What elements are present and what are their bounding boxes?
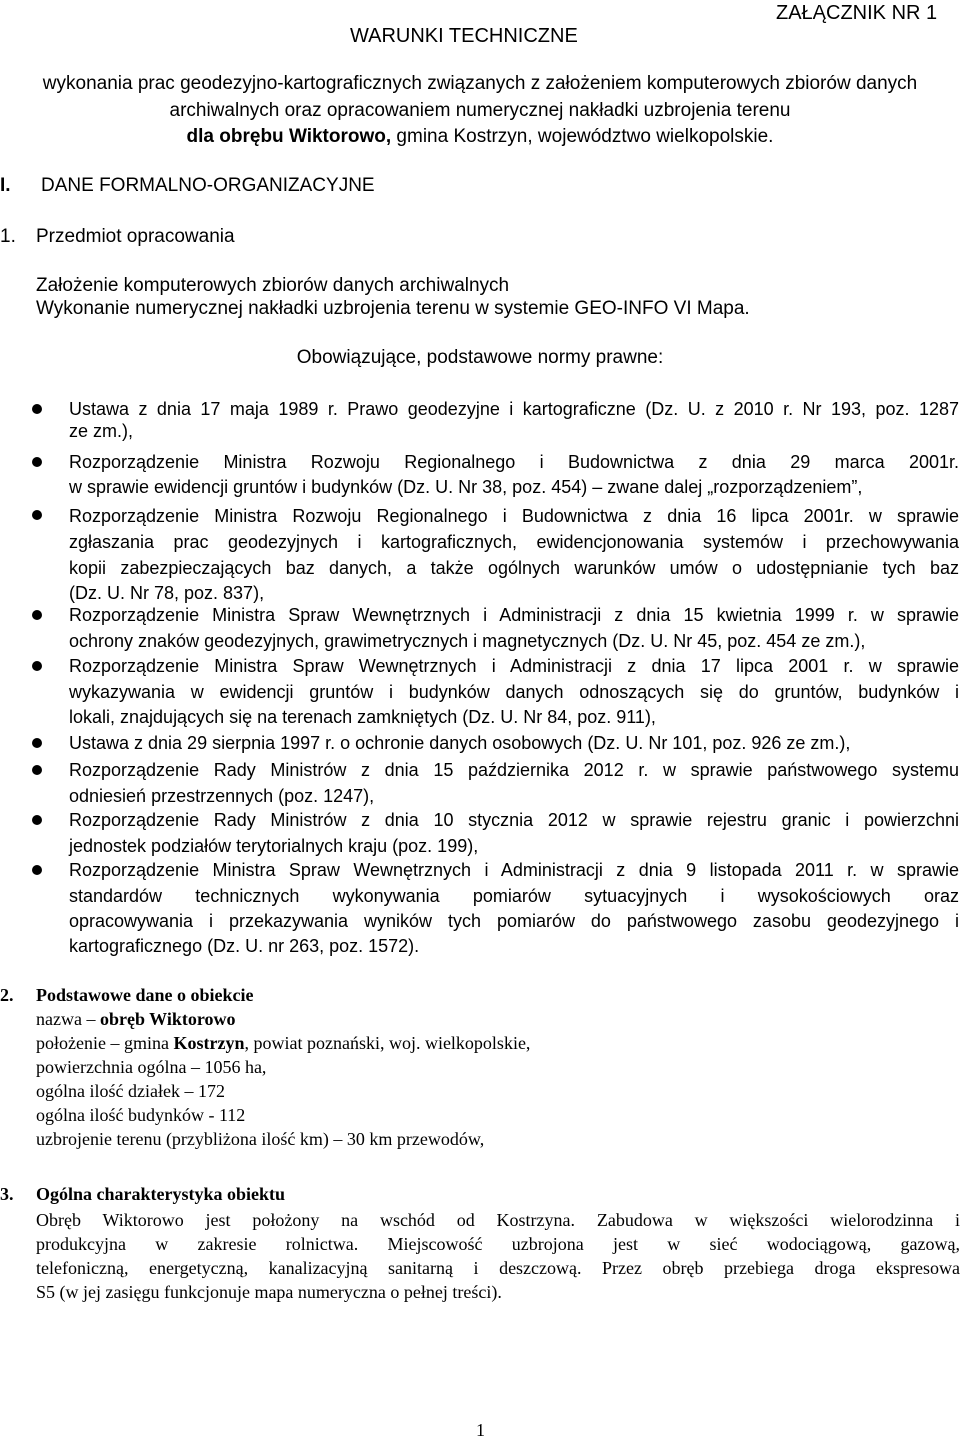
object-utilities: uzbrojenie terenu (przybliżona ilość km) – 30 km przewodów,: [36, 1129, 485, 1149]
subsection-1-number: 1.: [0, 226, 16, 247]
intro-line-1: wykonania prac geodezyjno-kartograficznych związanych z założeniem komputerowych zbiorów danych: [42, 73, 918, 94]
object-name: nazwa – obręb Wiktorowo: [36, 1009, 236, 1029]
norm-item-8-line-1: Rozporządzenie Rady Ministrów z dnia 10 stycznia 2012 w sprawie rejestru granic i powierzchni: [69, 810, 959, 830]
norm-item-6-line-1: Ustawa z dnia 29 sierpnia 1997 r. o ochronie danych osobowych (Dz. U. Nr 101, poz. 926 ze zm.),: [69, 733, 851, 753]
description-line-1: Obręb Wiktorowo jest położony na wschód od Kostrzyna. Zabudowa w większości wielorodzinna i: [36, 1210, 960, 1230]
section-2-title: Podstawowe dane o obiekcie: [36, 985, 254, 1005]
norm-item-3-line-2: zgłaszania prac geodezyjnych i kartograficznych, ewidencjonowania systemów i przechowywania: [69, 532, 959, 552]
norm-item-5-line-3: lokali, znajdujących się na terenach zamkniętych (Dz. U. Nr 84, poz. 911),: [69, 707, 656, 727]
page-number: 1: [476, 1420, 485, 1440]
intro-line-3: [0, 126, 960, 148]
object-area: powierzchnia ogólna – 1056 ha,: [36, 1057, 267, 1077]
section-1-title: DANE FORMALNO-ORGANIZACYJNE: [41, 175, 375, 196]
norm-item-5-line-1: Rozporządzenie Ministra Spraw Wewnętrznych i Administracji z dnia 17 lipca 2001 r. w sprawie: [69, 656, 959, 676]
description-line-2: produkcyjna w zakresie rolnictwa. Miejscowość uzbrojona jest w sieć wodociągową, gazową,: [36, 1234, 960, 1254]
norm-item-3-line-1: Rozporządzenie Ministra Rozwoju Regionalnego i Budownictwa z dnia 16 lipca 2001r. w sprawie: [69, 506, 959, 526]
norm-item-4-line-2: ochrony znaków geodezyjnych, grawimetrycznych i magnetycznych (Dz. U. Nr 45, poz. 454 ze zm.),: [69, 631, 866, 651]
bullet-marker: [32, 457, 42, 467]
section-2-number: 2.: [0, 985, 14, 1005]
intro-location-rest: gmina Kostrzyn, województwo wielkopolskie.: [391, 126, 774, 147]
section-1-number: I.: [0, 175, 11, 196]
norm-item-9-line-3: opracowywania i przekazywania wyników tych pomiarów do państwowego zasobu geodezyjnego i: [69, 911, 959, 931]
document-title: WARUNKI TECHNICZNE: [350, 25, 578, 47]
intro-line-2: archiwalnych oraz opracowaniem numerycznej nakładki uzbrojenia terenu: [169, 100, 791, 121]
bullet-marker: [32, 661, 42, 671]
norm-item-8-line-2: jednostek podziałów terytorialnych kraju (poz. 199),: [69, 836, 479, 856]
subject-line-1: Założenie komputerowych zbiorów danych archiwalnych: [36, 275, 510, 296]
description-line-4: S5 (w jej zasięgu funkcjonuje mapa numeryczna o pełnej treści).: [36, 1282, 502, 1302]
object-buildings: ogólna ilość budynków - 112: [36, 1105, 246, 1125]
bullet-marker: [32, 865, 42, 875]
norm-item-9-line-1: Rozporządzenie Ministra Spraw Wewnętrznych i Administracji z dnia 9 listopada 2011 r. w sprawie: [69, 860, 959, 880]
norm-item-3-line-3: kopii zabezpieczających baz danych, a także ogólnych warunków umów o udostępnianie tych baz: [69, 558, 959, 578]
bullet-marker: [32, 510, 42, 520]
norm-item-3-line-4: (Dz. U. Nr 78, poz. 837),: [69, 583, 265, 603]
norm-item-9-line-2: standardów technicznych wykonywania pomiarów sytuacyjnych i wysokościowych oraz: [69, 886, 959, 906]
object-parcels: ogólna ilość działek – 172: [36, 1081, 225, 1101]
bullet-marker: [32, 765, 42, 775]
bullet-marker: [32, 815, 42, 825]
bullet-marker: [32, 610, 42, 620]
norm-item-9-line-4: kartograficznego (Dz. U. nr 263, poz. 1572).: [69, 936, 420, 956]
description-line-3: telefoniczną, energetyczną, kanalizacyjną sanitarną i deszczową. Przez obręb przebiega droga ekspresowa: [36, 1258, 960, 1278]
annex-label: ZAŁĄCZNIK NR 1: [776, 2, 938, 24]
norms-heading: Obowiązujące, podstawowe normy prawne:: [296, 347, 664, 368]
norm-item-1-line-1: Ustawa z dnia 17 maja 1989 r. Prawo geodezyjne i kartograficzne (Dz. U. z 2010 r. Nr 193, poz. 1287: [69, 399, 959, 419]
intro-location-bold: dla obrębu Wiktorowo,: [186, 126, 392, 147]
object-location: położenie – gmina Kostrzyn, powiat poznański, woj. wielkopolskie,: [36, 1033, 531, 1053]
subject-line-2: Wykonanie numerycznej nakładki uzbrojenia terenu w systemie GEO-INFO VI Mapa.: [36, 298, 750, 319]
norm-item-7-line-1: Rozporządzenie Rady Ministrów z dnia 15 października 2012 r. w sprawie państwowego systemu: [69, 760, 959, 780]
bullet-marker: [32, 738, 42, 748]
bullet-marker: [32, 404, 42, 414]
norm-item-2-line-2: w sprawie ewidencji gruntów i budynków (Dz. U. Nr 38, poz. 454) – zwane dalej „rozporządzeniem”,: [69, 477, 863, 497]
subsection-1-title: Przedmiot opracowania: [36, 226, 235, 247]
section-3-number: 3.: [0, 1184, 14, 1204]
norm-item-5-line-2: wykazywania w ewidencji gruntów i budynków danych odnoszących się do gruntów, budynków i: [69, 682, 959, 702]
norm-item-7-line-2: odniesień przestrzennych (poz. 1247),: [69, 786, 375, 806]
norm-item-2-line-1: Rozporządzenie Ministra Rozwoju Regionalnego i Budownictwa z dnia 29 marca 2001r.: [69, 452, 959, 472]
norm-item-1-line-2: ze zm.),: [69, 421, 134, 441]
section-3-title: Ogólna charakterystyka obiektu: [36, 1184, 286, 1204]
norm-item-4-line-1: Rozporządzenie Ministra Spraw Wewnętrznych i Administracji z dnia 15 kwietnia 1999 r. w sprawie: [69, 605, 959, 625]
